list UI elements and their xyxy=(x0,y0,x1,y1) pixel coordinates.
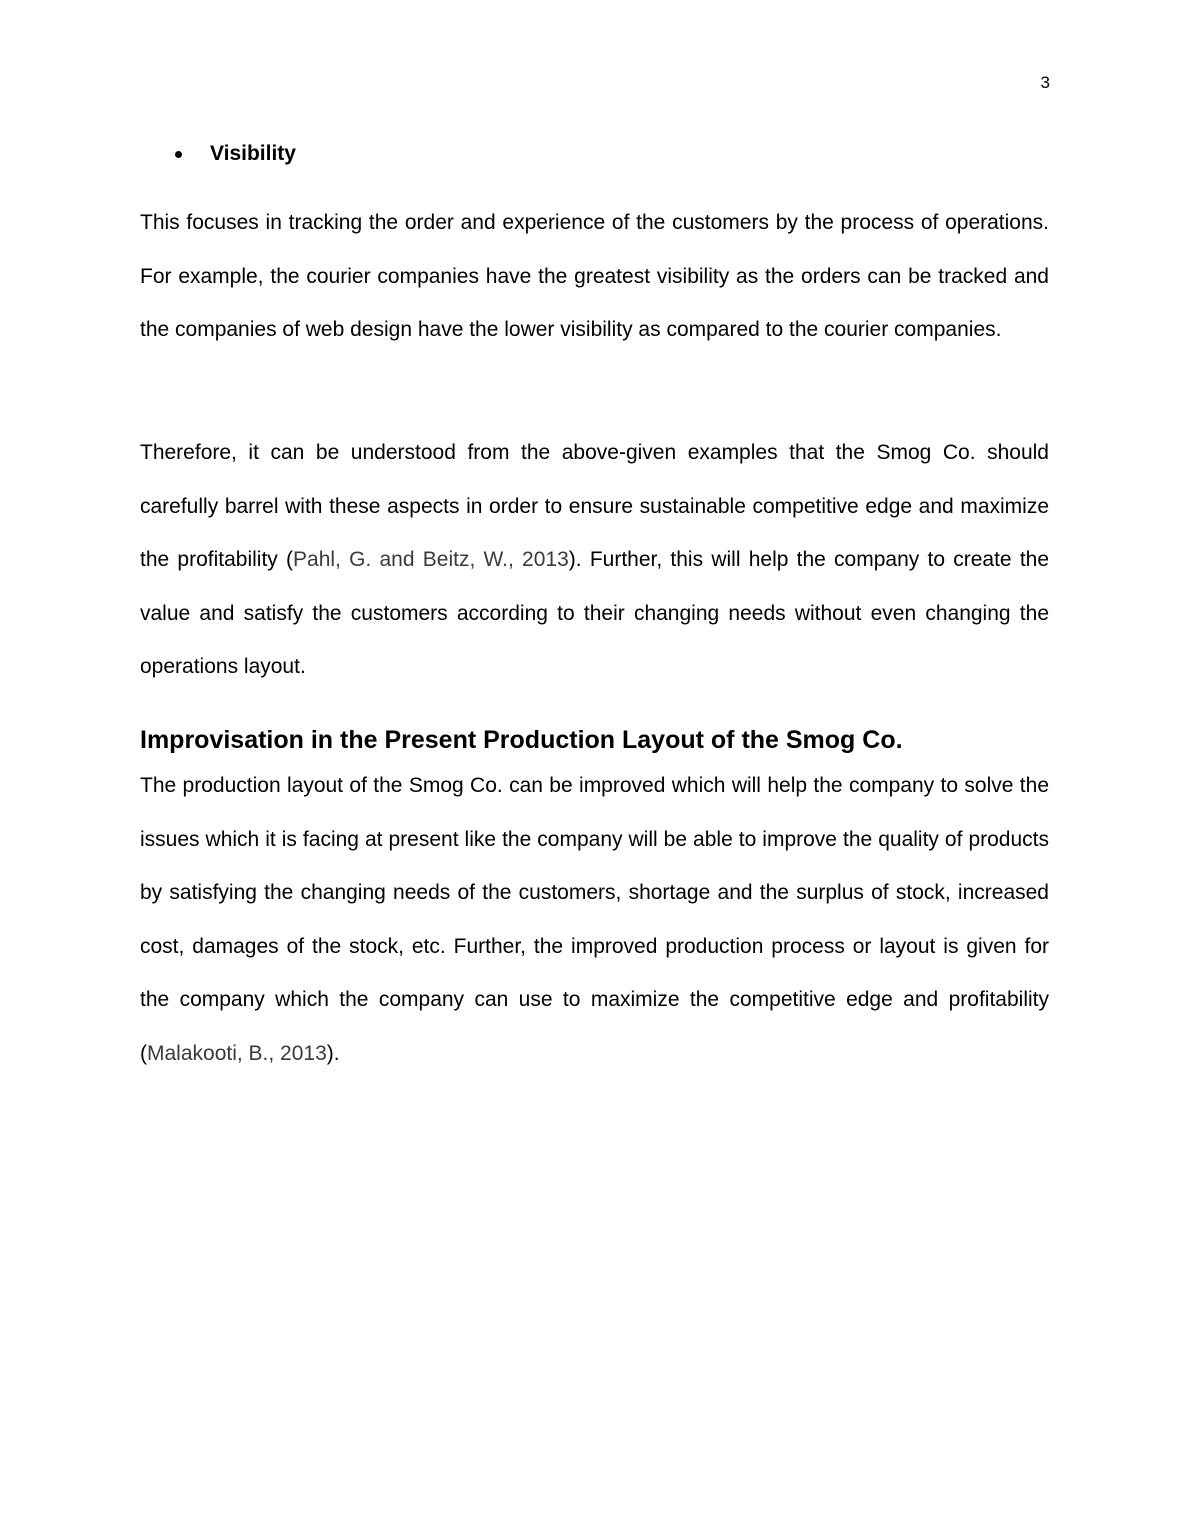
citation: Malakooti, B., 2013 xyxy=(147,1041,327,1065)
paragraph-text: The production layout of the Smog Co. can be improved which will help the company to solve the issues which it is facing at present like the company will be able to improve the quality of products by satisfying the changing needs of the customers, shortage and the surplus of stock, increased cost, damages of the stock, etc. Further, the improved production process or layout is given for the company which the company can use to maximize the competitive edge and profitability ( xyxy=(140,774,1049,1065)
paragraph-visibility: This focuses in tracking the order and experience of the customers by the process of operations. For example, the courier companies have the greatest visibility as the orders can be tracked and the companies of web design have the lower visibility as compared to the courier companies. xyxy=(140,211,1049,342)
bullet-label: Visibility xyxy=(210,142,296,165)
paragraph-text: ). xyxy=(326,1041,340,1065)
page-number: 3 xyxy=(1040,73,1050,92)
paragraph-text: ). Further, this will help the company to create the value and satisfy the customers according to their changing needs without even changing the operations layout. xyxy=(140,548,1050,679)
section-heading: Improvisation in the Present Production Layout of the Smog Co. xyxy=(140,726,903,754)
paragraph-conclusion xyxy=(140,426,1049,694)
paragraph-improvisation xyxy=(140,759,1049,1081)
citation: Pahl, G. and Beitz, W., 2013 xyxy=(293,548,569,572)
bullet-item-visibility xyxy=(172,140,296,168)
bullet-icon xyxy=(175,151,182,158)
paragraph-text: Therefore, it can be understood from the above-given examples that the Smog Co. should carefully barrel with these aspects in order to ensure sustainable competitive edge and maximize the profitability ( xyxy=(140,441,1049,572)
